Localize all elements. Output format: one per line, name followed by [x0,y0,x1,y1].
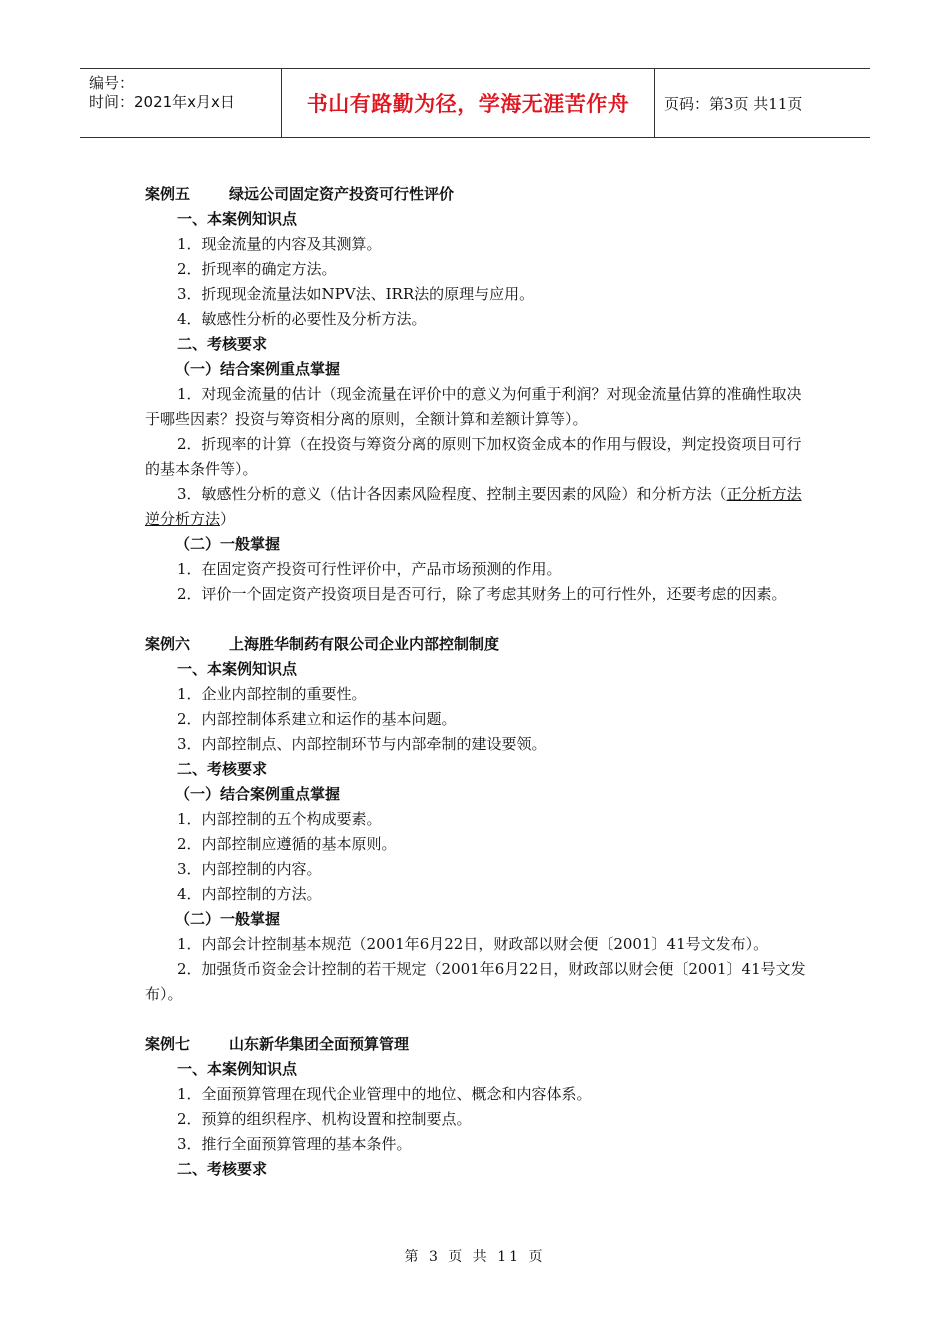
case6-req-3: 3．内部控制的内容。 [177,860,322,878]
document-body [145,182,807,1182]
case5-section-requirements: 二、考核要求 [177,335,268,353]
header-meta-cell [80,69,282,137]
case6-section-knowledge: 一、本案例知识点 [177,660,298,678]
case7-title: 山东新华集团全面预算管理 [229,1035,410,1053]
page-info: 页码：第3页 共11页 [664,94,803,113]
case6-section-requirements: 二、考核要求 [177,760,268,778]
case5-heading [145,182,807,207]
case5-section-knowledge: 一、本案例知识点 [177,210,298,228]
case6-number: 案例六 [145,635,191,653]
case5-knowledge-1: 1．现金流量的内容及其测算。 [177,235,382,253]
case6-heading [145,632,807,657]
case5-title: 绿远公司固定资产投资可行性评价 [229,185,455,203]
case7-knowledge-1: 1．全面预算管理在现代企业管理中的地位、概念和内容体系。 [177,1085,592,1103]
case7-section-knowledge: 一、本案例知识点 [177,1060,298,1078]
header-page-cell [655,69,870,137]
case6-knowledge-3: 3．内部控制点、内部控制环节与内部牵制的建设要领。 [177,735,547,753]
case6-sub-general: （二）一般掌握 [175,910,281,928]
case6-req-2: 2．内部控制应遵循的基本原则。 [177,835,397,853]
case6-req-4: 4．内部控制的方法。 [177,885,322,903]
case5-knowledge-2: 2．折现率的确定方法。 [177,260,337,278]
case7-knowledge-3: 3．推行全面预算管理的基本条件。 [177,1135,412,1153]
case6-knowledge-2: 2．内部控制体系建立和运作的基本问题。 [177,710,457,728]
case5-general-1: 1．在固定资产投资可行性评价中，产品市场预测的作用。 [177,560,562,578]
case5-knowledge-4: 4．敏感性分析的必要性及分析方法。 [177,310,427,328]
case5-req-3-text: 3．敏感性分析的意义（估计各因素风险程度、控制主要因素的风险）和分析方法（ [177,485,727,503]
time-label: 时间：2021年x月x日 [89,93,235,111]
case6-general-2: 2．加强货币资金会计控制的若干规定（2001年6月22日，财政部以财会便〔2001〕41号文发布）。 [145,960,806,1003]
page-header [80,68,870,138]
case5-sub-general: （二）一般掌握 [175,535,281,553]
case5-req-1: 1．对现金流量的估计（现金流量在评价中的意义为何重于利润？对现金流量估算的准确性取决于哪些因素？投资与筹资相分离的原则，全额计算和差额计算等）。 [145,385,802,428]
case6-req-1: 1．内部控制的五个构成要素。 [177,810,382,828]
case6-general-1: 1．内部会计控制基本规范（2001年6月22日，财政部以财会便〔2001〕41号文发布）。 [177,935,769,953]
case6-title: 上海胜华制药有限公司企业内部控制制度 [229,635,500,653]
case5-req-3-close: ） [220,510,236,528]
case6-knowledge-1: 1．企业内部控制的重要性。 [177,685,367,703]
spacer [145,1007,807,1032]
case5-req-2: 2．折现率的计算（在投资与筹资分离的原则下加权资金成本的作用与假设，判定投资项目可行的基本条件等）。 [145,435,802,478]
case7-heading [145,1032,807,1057]
spacer [145,607,807,632]
case5-req-3-underlined: 正分析方法逆分析方法 [145,485,802,528]
case6-sub-key: （一）结合案例重点掌握 [175,785,341,803]
case5-sub-key: （一）结合案例重点掌握 [175,360,341,378]
case7-section-requirements: 二、考核要求 [177,1160,268,1178]
header-motto-cell [282,69,655,137]
case7-number: 案例七 [145,1035,191,1053]
case5-general-2: 2．评价一个固定资产投资项目是否可行，除了考虑其财务上的可行性外，还要考虑的因素。 [177,585,787,603]
number-label: 编号： [89,74,135,92]
case5-knowledge-3: 3．折现现金流量法如NPV法、IRR法的原理与应用。 [177,285,535,303]
case5-number: 案例五 [145,185,191,203]
page-footer: 第 3 页 共 11 页 [404,1249,546,1265]
case5-req-3 [145,482,807,532]
motto-text: 书山有路勤为径，学海无涯苦作舟 [306,92,630,116]
case7-knowledge-2: 2．预算的组织程序、机构设置和控制要点。 [177,1110,472,1128]
